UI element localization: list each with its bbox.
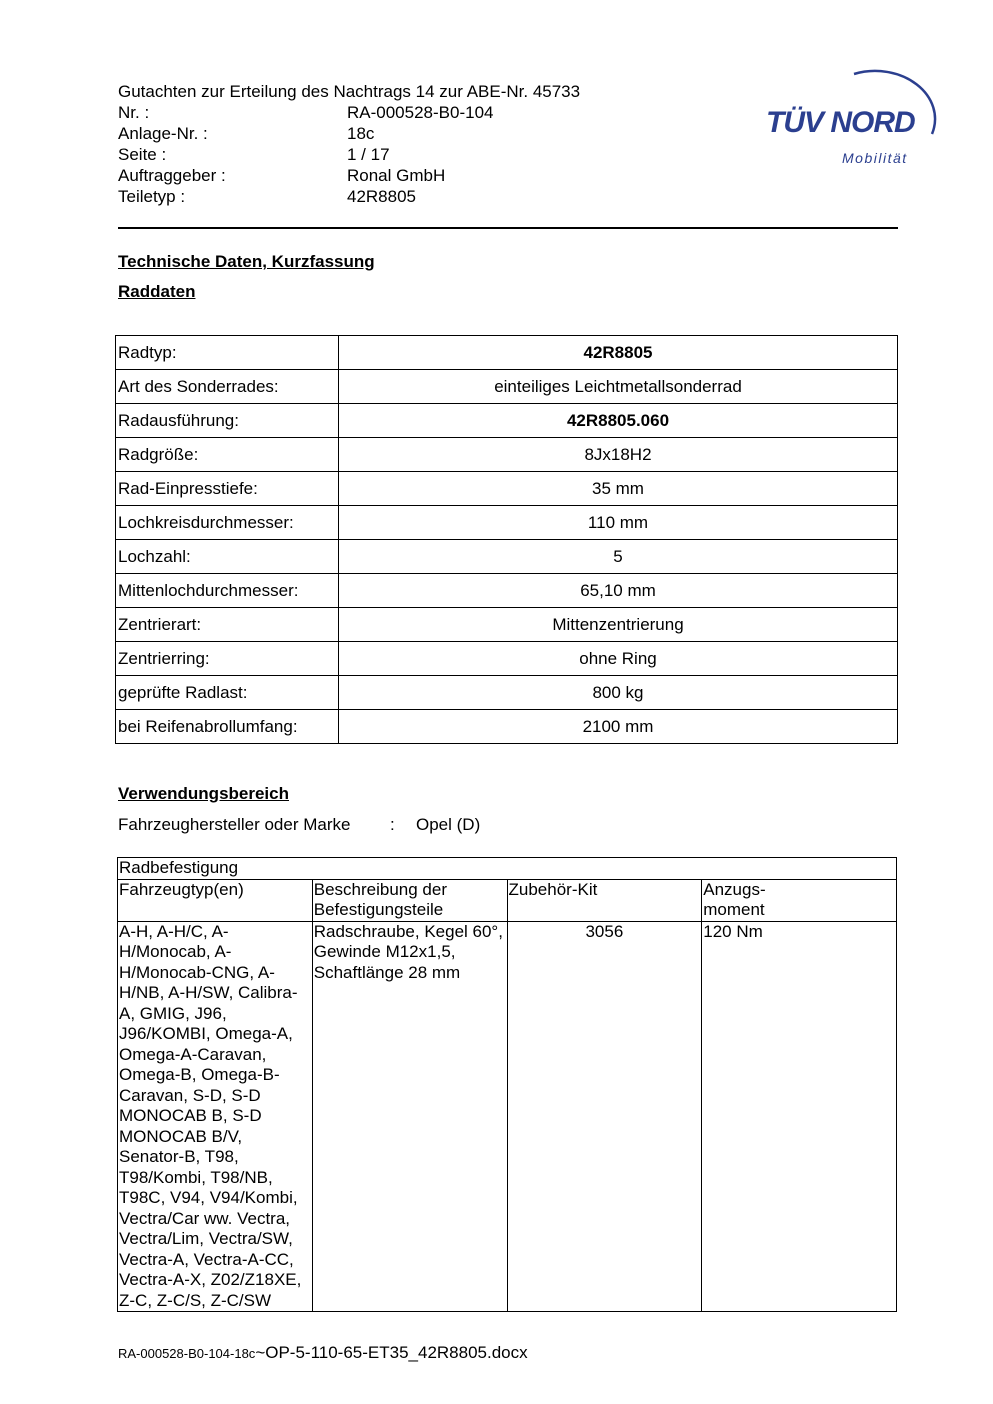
section-heading-tech-summary: Technische Daten, Kurzfassung xyxy=(118,252,375,271)
table-row xyxy=(116,540,898,574)
logo-wordmark: TÜV NORD xyxy=(766,106,915,139)
wheel-value: 2100 mm xyxy=(339,710,898,744)
manufacturer-value: Opel (D) xyxy=(416,815,481,834)
header-fields xyxy=(118,102,493,207)
wheel-value: 110 mm xyxy=(339,506,898,540)
header-label: Teiletyp : xyxy=(118,187,186,206)
cell-description: Radschraube, Kegel 60°, Gewinde M12x1,5, Schaftlänge 28 mm xyxy=(312,921,507,1312)
table-caption-row xyxy=(118,858,897,880)
table-row xyxy=(116,506,898,540)
wheel-value: Mittenzentrierung xyxy=(339,608,898,642)
table-row xyxy=(116,336,898,370)
wheel-label: geprüfte Radlast: xyxy=(116,676,339,710)
header-label: Auftraggeber : xyxy=(118,166,226,185)
wheel-value: 65,10 mm xyxy=(339,574,898,608)
table-row xyxy=(116,608,898,642)
table-row xyxy=(116,370,898,404)
wheel-label: Mittenlochdurchmesser: xyxy=(116,574,339,608)
fastening-table xyxy=(117,857,897,1312)
header-row-auftraggeber xyxy=(118,165,493,186)
wheel-label: Zentrierring: xyxy=(116,642,339,676)
manufacturer-label: Fahrzeughersteller oder Marke xyxy=(118,815,351,834)
header-row-nr xyxy=(118,102,493,123)
wheel-value: 800 kg xyxy=(339,676,898,710)
header-row-seite xyxy=(118,144,493,165)
table-row xyxy=(116,438,898,472)
header-row-teiletyp xyxy=(118,186,493,207)
header-vehicle-types: Fahrzeugtyp(en) xyxy=(118,879,313,921)
wheel-label: Rad-Einpresstiefe: xyxy=(116,472,339,506)
wheel-label: Radgröße: xyxy=(116,438,339,472)
wheel-label: Lochkreisdurchmesser: xyxy=(116,506,339,540)
page-footer xyxy=(118,1343,528,1363)
tuv-nord-logo xyxy=(762,56,942,170)
header-value: 42R8805 xyxy=(347,187,417,206)
table-row xyxy=(116,642,898,676)
manufacturer-line xyxy=(118,815,480,835)
wheel-label: bei Reifenabrollumfang: xyxy=(116,710,339,744)
wheel-label: Zentrierart: xyxy=(116,608,339,642)
header-value: Ronal GmbH xyxy=(347,166,446,185)
wheel-value: 5 xyxy=(339,540,898,574)
table-row xyxy=(116,710,898,744)
header-description: Beschreibung der Befestigungsteile xyxy=(312,879,507,921)
header-label: Seite : xyxy=(118,145,167,164)
section-heading-wheel-data: Raddaten xyxy=(118,282,196,301)
header-value: 18c xyxy=(347,124,375,143)
wheel-value: 35 mm xyxy=(339,472,898,506)
header-divider xyxy=(118,227,898,229)
header-row-anlage xyxy=(118,123,493,144)
wheel-label: Radtyp: xyxy=(116,336,339,370)
document-title: Gutachten zur Erteilung des Nachtrags 14 zur ABE-Nr. 45733 xyxy=(118,82,581,101)
table-row xyxy=(118,921,897,1312)
header-value: 1 / 17 xyxy=(347,145,390,164)
header-value: RA-000528-B0-104 xyxy=(347,103,494,122)
wheel-value: ohne Ring xyxy=(339,642,898,676)
header-torque: Anzugs- moment xyxy=(702,879,897,921)
wheel-value: 42R8805.060 xyxy=(339,404,898,438)
table-row xyxy=(116,676,898,710)
cell-kit: 3056 xyxy=(507,921,702,1312)
header-label: Nr. : xyxy=(118,103,150,122)
cell-torque: 120 Nm xyxy=(702,921,897,1312)
wheel-value: einteiliges Leichtmetallsonderrad xyxy=(339,370,898,404)
section-heading-usage: Verwendungsbereich xyxy=(118,784,289,803)
wheel-value: 8Jx18H2 xyxy=(339,438,898,472)
manufacturer-separator: : xyxy=(390,815,395,834)
table-row xyxy=(116,574,898,608)
wheel-label: Art des Sonderrades: xyxy=(116,370,339,404)
cell-vehicle-types: A-H, A-H/C, A-H/Monocab, A-H/Monocab-CNG, A-H/NB, A-H/SW, Calibra-A, GMIG, J96, J96/KOMBI, Omega-A, Omega-A-Caravan, Omega-B, Omega-B-Caravan, S-D, S-D MONOCAB B, S-D MONOCAB B/V, Senator-B, T98, T98/Kombi, T98/NB, T98C, V94, V94/Kombi, Vectra/Car ww. Vectra, Vectra/Lim, Vectra/SW, Vectra-A, Vectra-A-CC, Vectra-A-X, Z02/Z18XE, Z-C, Z-C/S, Z-C/SW xyxy=(118,921,313,1312)
header-label: Anlage-Nr. : xyxy=(118,124,208,143)
footer-prefix: RA-000528-B0-104-18c xyxy=(118,1346,256,1361)
wheel-data-table xyxy=(115,335,898,744)
wheel-label: Lochzahl: xyxy=(116,540,339,574)
wheel-label: Radausführung: xyxy=(116,404,339,438)
header-kit: Zubehör-Kit xyxy=(507,879,702,921)
footer-filename: ~OP-5-110-65-ET35_42R8805.docx xyxy=(255,1343,528,1362)
table-row xyxy=(116,472,898,506)
logo-subtitle: Mobilität xyxy=(842,150,908,166)
table-row xyxy=(116,404,898,438)
table-header-row xyxy=(118,879,897,921)
fastening-caption: Radbefestigung xyxy=(118,858,897,880)
wheel-value: 42R8805 xyxy=(339,336,898,370)
